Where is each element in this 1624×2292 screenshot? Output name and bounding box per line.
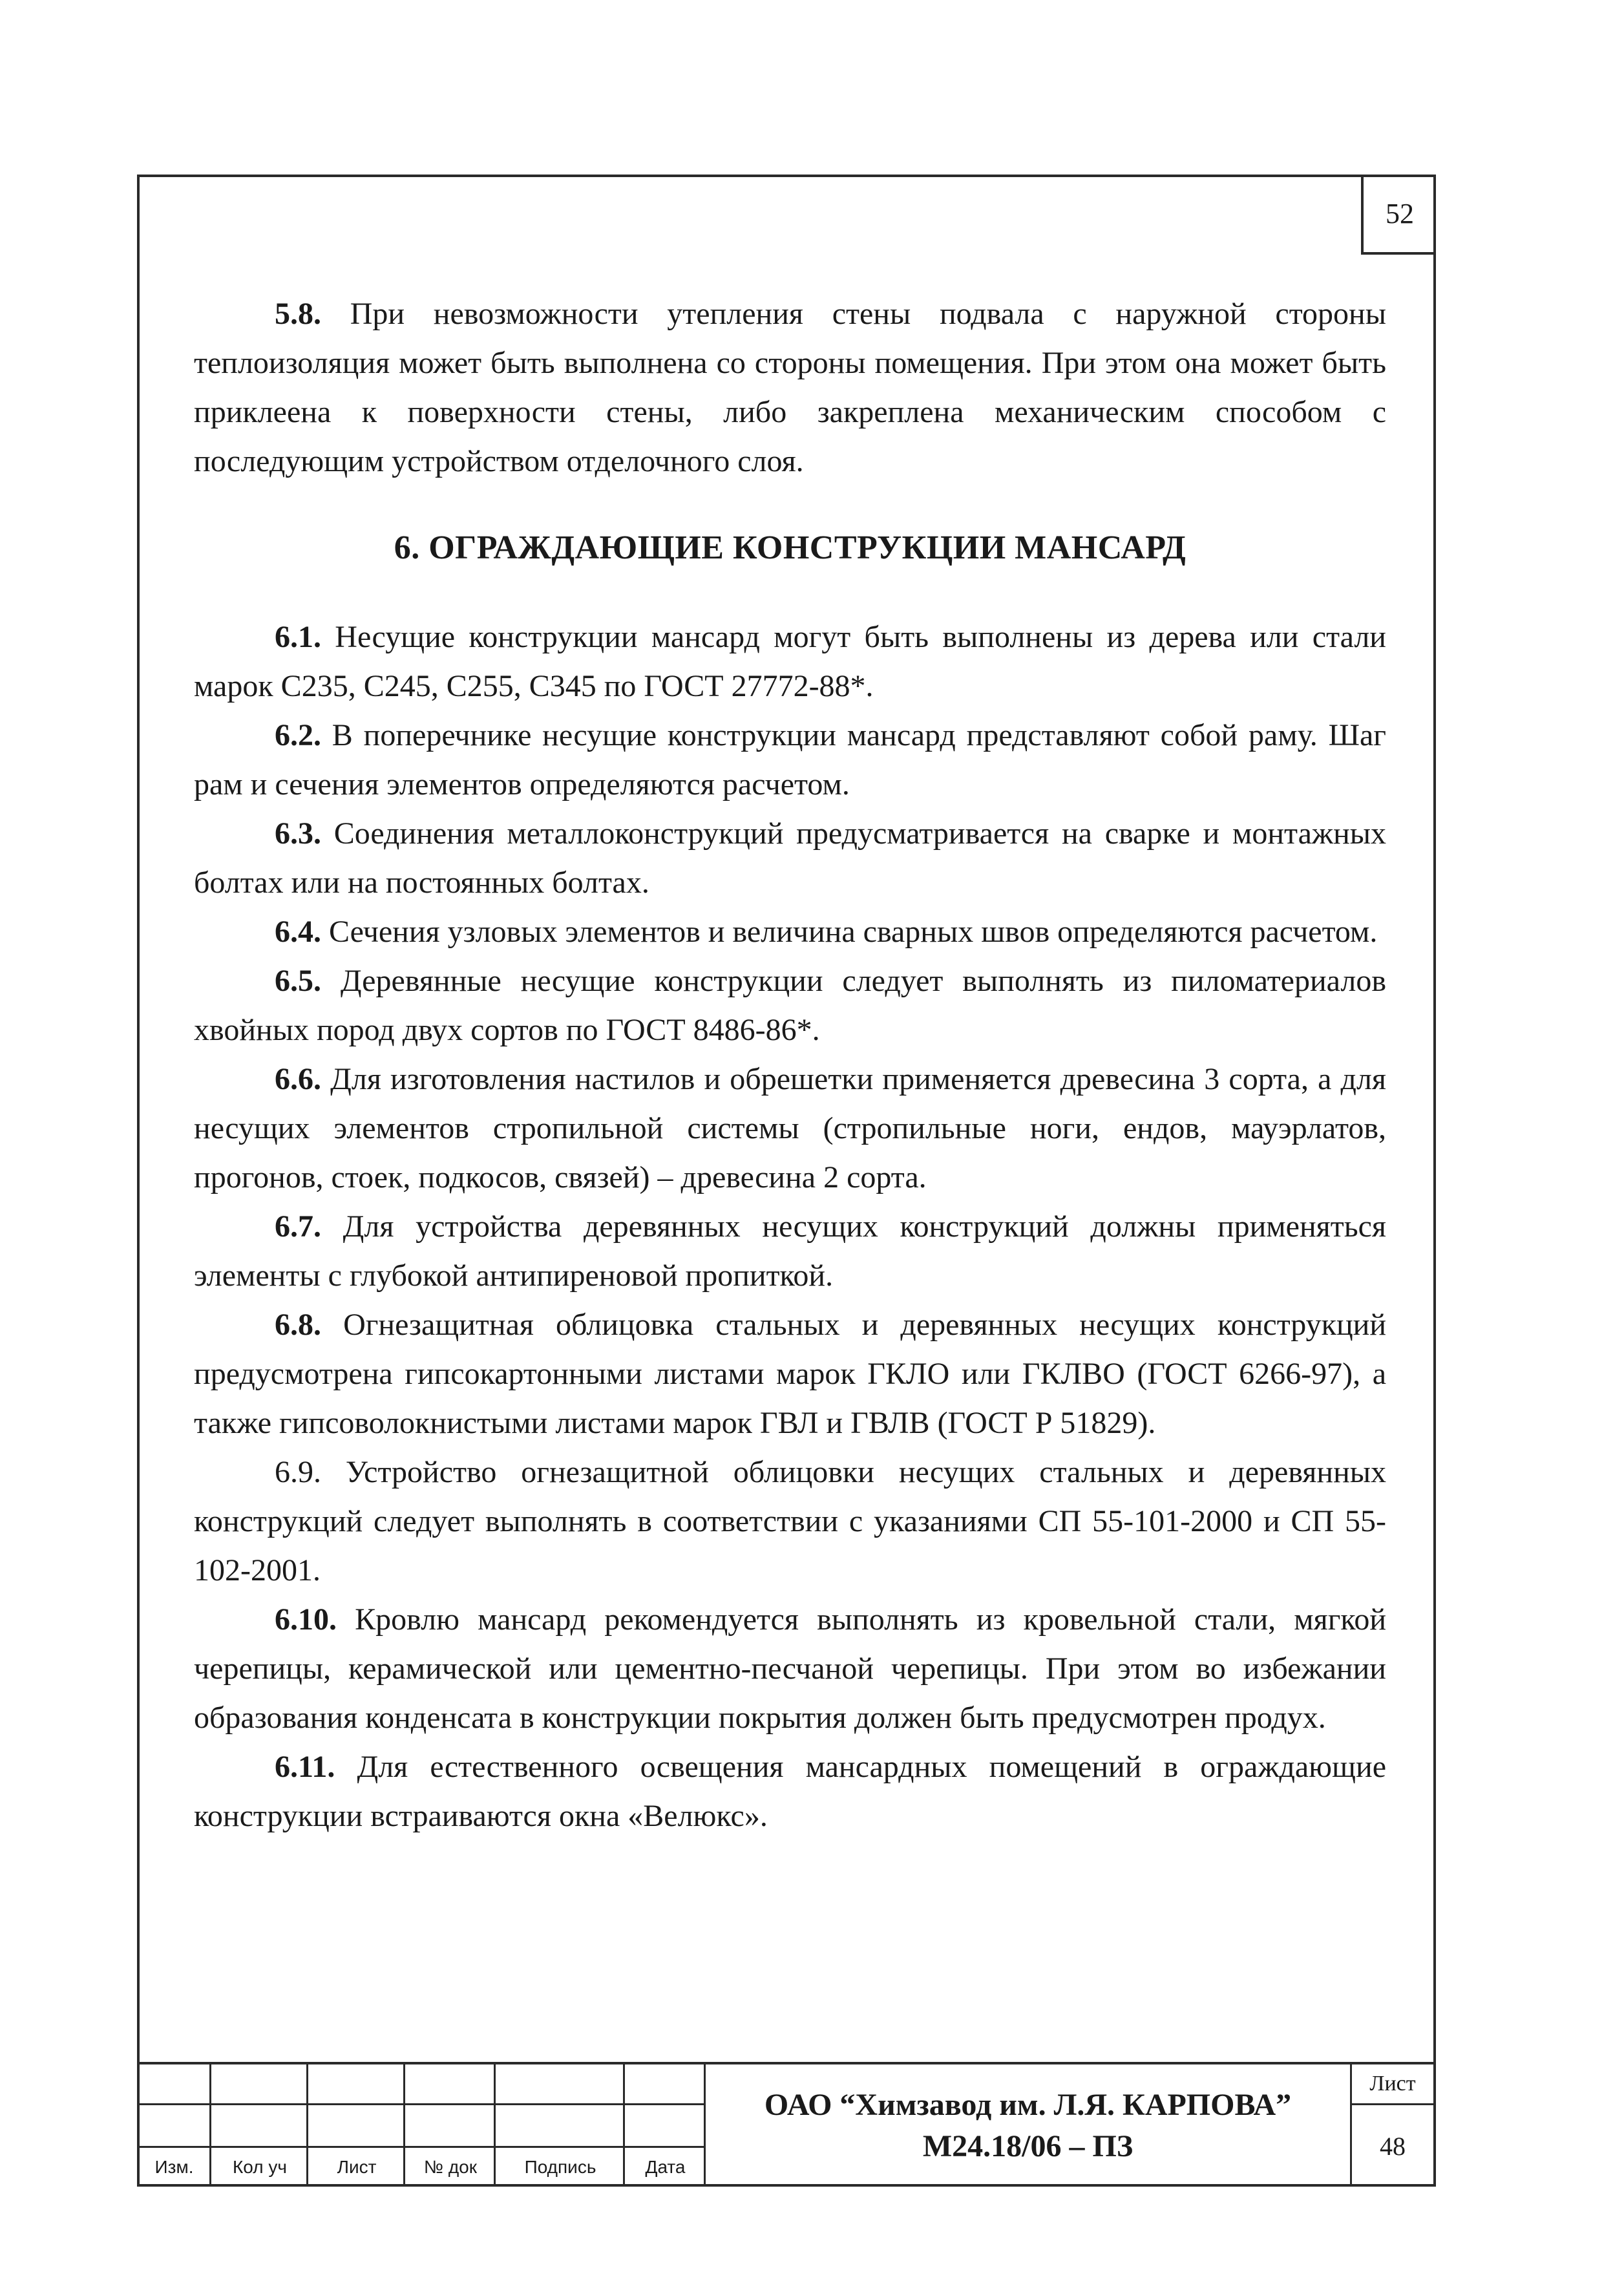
paragraph-6-3: 6.3. Соединения металлоконструкций предусматривается на сварке и монтажных болтах или на постоянных болтах. xyxy=(194,816,1386,900)
title-block-center xyxy=(706,2064,1352,2187)
paragraph-6-1: 6.1. Несущие конструкции мансард могут быть выполнены из дерева или стали марок С235, С245, С255, С345 по ГОСТ 27772-88*. xyxy=(194,620,1386,703)
col-kol-uch: Кол уч xyxy=(233,2156,287,2177)
paragraph-6-5: 6.5. Деревянные несущие конструкции следует выполнять из пиломатериалов хвойных пород двух сортов по ГОСТ 8486-86*. xyxy=(194,964,1386,1047)
paragraph-6-7: 6.7. Для устройства деревянных несущих конструкций должны применяться элементы с глубокой антипиреновой пропиткой. xyxy=(194,1209,1386,1293)
title-block xyxy=(137,2062,1436,2187)
organization-name: ОАО “Химзавод им. Л.Я. КАРПОВА” xyxy=(764,2087,1292,2122)
page-number: 52 xyxy=(1361,175,1436,255)
paragraph-6-10: 6.10. Кровлю мансард рекомендуется выполнять из кровельной стали, мягкой черепицы, керамической или цементно-песчаной черепицы. При этом во избежании образования конденсата в конструкции покрытия должен быть предусмотрен продух. xyxy=(194,1602,1386,1735)
sheet-label: Лист xyxy=(1352,2064,1433,2105)
paragraph-6-4: 6.4. Сечения узловых элементов и величина сварных швов определяются расчетом. xyxy=(275,915,1378,949)
document-body xyxy=(194,290,1386,1841)
col-izm: Изм. xyxy=(154,2156,194,2177)
paragraph-5-8: 5.8. При невозможности утепления стены подвала с наружной стороны теплоизоляция может быть выполнена со стороны помещения. При этом она может быть приклеена к поверхности стены, либо закреплена механическим способом с последующим устройством отделочного слоя. xyxy=(194,297,1386,478)
paragraph-6-6: 6.6. Для изготовления настилов и обрешетки применяется древесина 3 сорта, а для несущих элементов стропильной системы (стропильные ноги, ендов, мауэрлатов, прогонов, стоек, подкосов, связей) – древесина 2 сорта. xyxy=(194,1062,1386,1194)
paragraph-6-9: 6.9. Устройство огнезащитной облицовки несущих стальных и деревянных конструкций следует выполнять в соответствии с указаниями СП 55-101-2000 и СП 55-102-2001. xyxy=(194,1455,1386,1587)
sheet-box xyxy=(1352,2064,1433,2187)
paragraph-6-2: 6.2. В поперечнике несущие конструкции мансард представляют собой раму. Шаг рам и сечения элементов определяются расчетом. xyxy=(194,718,1386,801)
revision-table xyxy=(137,2064,706,2187)
col-doc-num: № док xyxy=(424,2156,477,2177)
document-code: М24.18/06 – ПЗ xyxy=(922,2128,1134,2163)
col-signature: Подпись xyxy=(524,2156,596,2177)
col-list: Лист xyxy=(337,2156,377,2177)
paragraph-6-11: 6.11. Для естественного освещения мансардных помещений в ограждающие конструкции встраиваются окна «Велюкс». xyxy=(194,1750,1386,1833)
paragraph-6-8: 6.8. Огнезащитная облицовка стальных и деревянных несущих конструкций предусмотрена гипсокартонными листами марок ГКЛО или ГКЛВО (ГОСТ 6266-97), а также гипсоволокнистыми листами марок ГВЛ и ГВЛВ (ГОСТ Р 51829). xyxy=(194,1308,1386,1440)
section-heading: 6. ОГРАЖДАЮЩИЕ КОНСТРУКЦИИ МАНСАРД xyxy=(394,529,1186,566)
sheet-number: 48 xyxy=(1380,2131,1406,2161)
col-date: Дата xyxy=(645,2156,686,2177)
